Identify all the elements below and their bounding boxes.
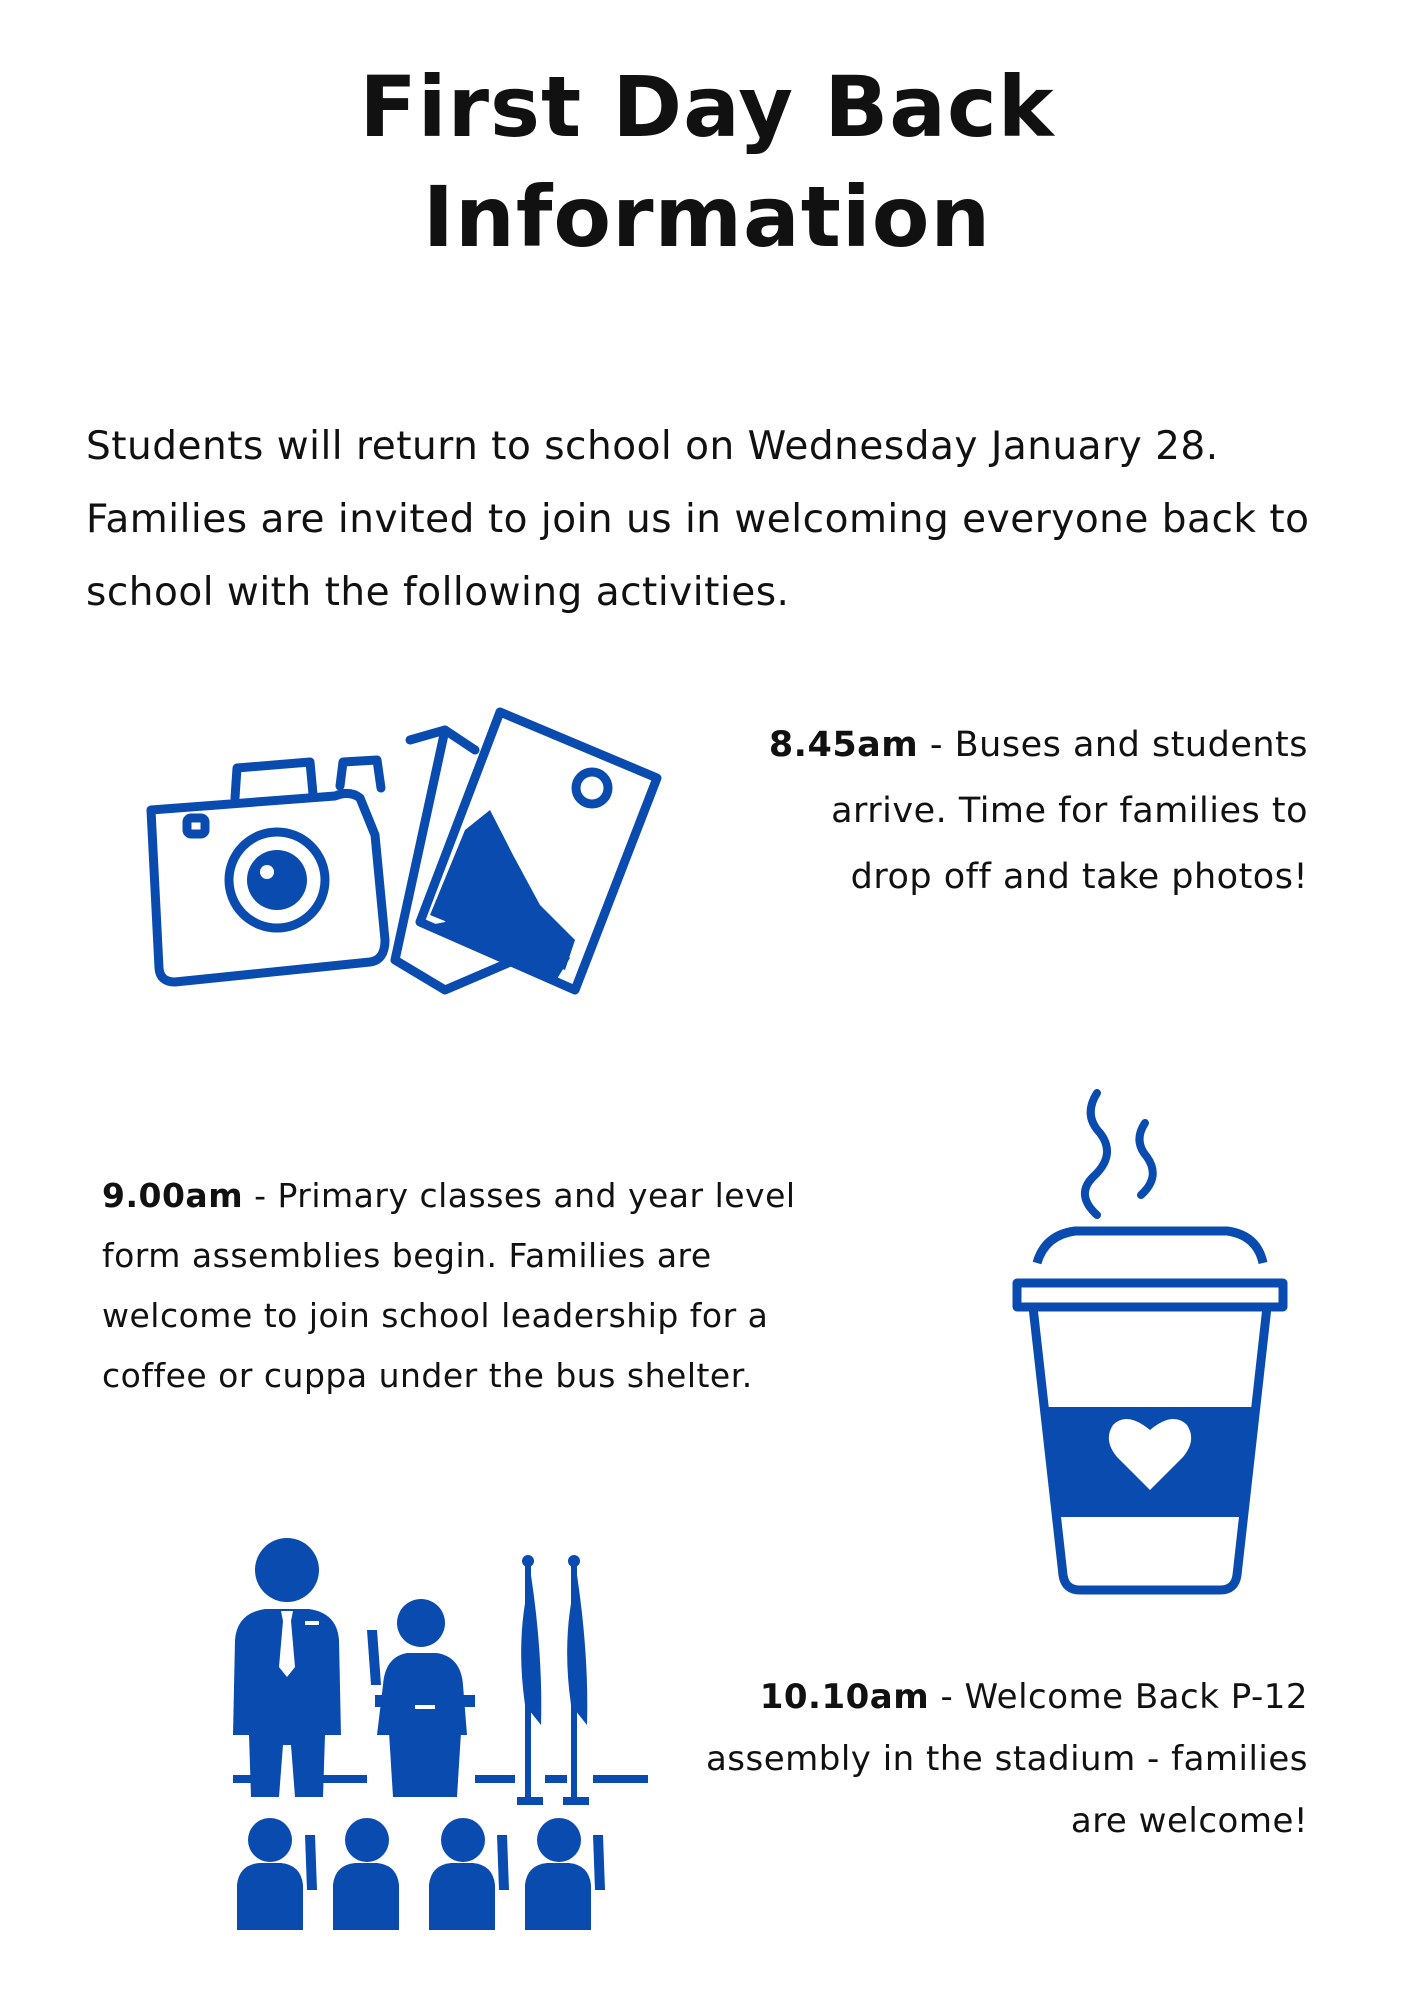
title-line-1: First Day Back bbox=[359, 58, 1055, 156]
event-description: - Primary classes and year level form assemblies begin. Families are welcome to join school leadership for a coffee or cuppa under the bus shelter. bbox=[102, 1176, 796, 1395]
title-line-2: Information bbox=[422, 168, 992, 266]
event-description: - Buses and students arrive. Time for families to drop off and take photos! bbox=[831, 725, 1308, 897]
assembly-icon bbox=[225, 1535, 655, 1945]
event-0900 bbox=[102, 1166, 862, 1406]
page-title bbox=[0, 52, 1414, 272]
coffee-cup-icon bbox=[1005, 1085, 1295, 1605]
event-time: 9.00am bbox=[102, 1176, 244, 1215]
event-1010 bbox=[690, 1666, 1308, 1852]
event-time: 8.45am bbox=[768, 725, 919, 765]
camera-photos-icon bbox=[145, 690, 675, 1020]
event-0845 bbox=[760, 712, 1308, 910]
event-description: - Welcome Back P-12 assembly in the stadium - families are welcome! bbox=[705, 1677, 1308, 1841]
intro-paragraph: Students will return to school on Wednesday January 28. Families are invited to join us in welcoming everyone back to school with the following activities. bbox=[86, 424, 1310, 615]
event-time: 10.10am bbox=[759, 1677, 930, 1717]
